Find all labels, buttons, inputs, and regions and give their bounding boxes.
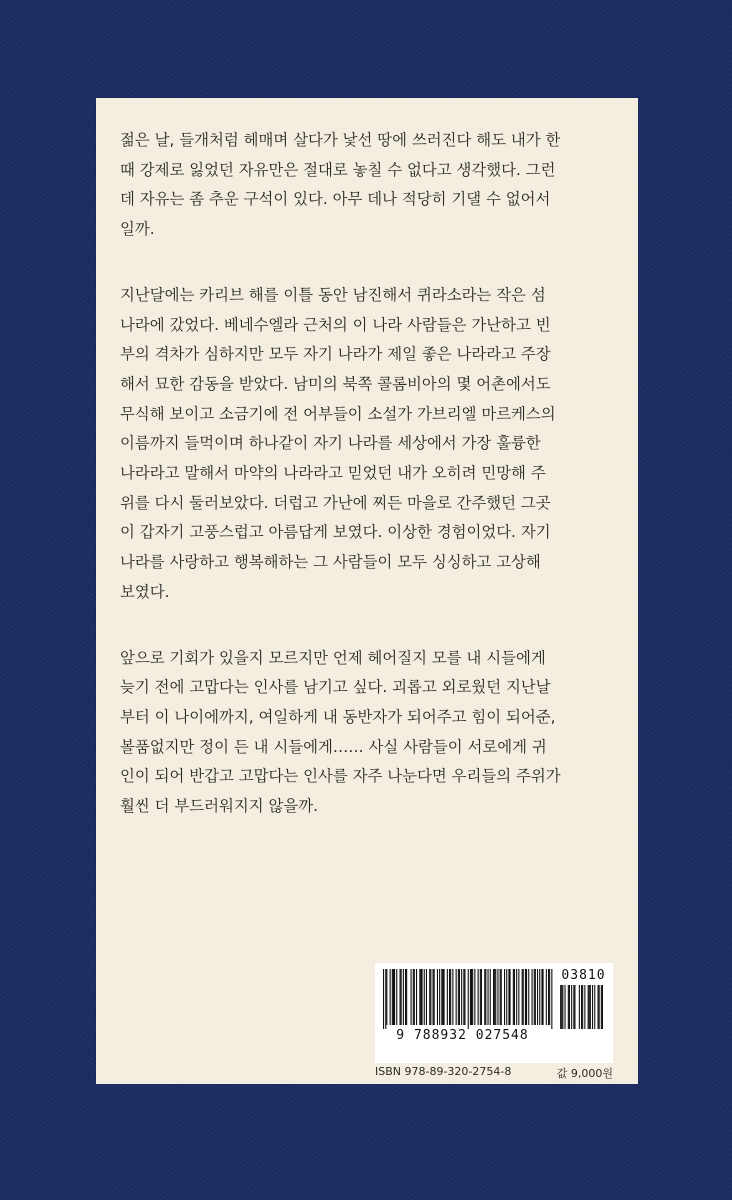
barcode-addon-bar [592,985,593,1029]
back-cover-text-panel [96,98,638,1084]
text-line: 나라를 사랑하고 행복해하는 그 사람들이 모두 싱싱하고 고상해 [120,553,541,572]
barcode-bar [488,969,489,1025]
barcode-addon-bar [594,985,595,1029]
barcode-bar [400,969,401,1025]
barcode-addon-bar [561,985,562,1029]
barcode-bar [543,969,544,1025]
barcode-addon-bar [599,985,600,1029]
barcode-bar [444,969,445,1025]
barcode-bar [532,969,533,1025]
barcode-bar [392,969,393,1025]
text-line: 나라에 갔었다. 베네수엘라 근처의 이 나라 사람들은 가난하고 빈 [120,315,551,334]
barcode-digits: 9 788932 027548 [396,1028,529,1043]
barcode-bar [394,969,395,1025]
barcode-bar [526,969,527,1025]
barcode-bar [426,969,427,1025]
text-line: 훨씬 더 부드러워지지 않을까. [120,797,318,816]
barcode-bar [396,969,397,1025]
barcode-bar [539,969,540,1025]
text-line: 볼품없지만 정이 든 내 시들에게…… 사실 사람들이 서로에게 귀 [120,737,547,756]
barcode-bar [437,969,438,1025]
barcode-bar [549,969,550,1025]
text-line: 이 갑자기 고풍스럽고 아름답게 보였다. 이상한 경험이었다. 자기 [120,523,551,542]
barcode-bar [506,969,507,1025]
isbn-price-line [375,1065,613,1081]
barcode-bar [424,969,425,1025]
text-line: 데 자유는 좀 추운 구석이 있다. 아무 데나 적당히 기댈 수 없어서 [120,190,551,209]
barcode-bar [430,969,431,1025]
essay-text [120,126,620,858]
text-line: 해서 묘한 감동을 받았다. 남미의 북쪽 콜롬비아의 몇 어촌에서도 [120,374,551,393]
isbn-text: ISBN 978-89-320-2754-8 [375,1065,512,1078]
barcode-bar [508,969,509,1025]
barcode-addon-bar [568,985,569,1029]
barcode-bar [484,969,485,1025]
barcode-addon-bar [602,985,603,1029]
text-line: 일까. [120,220,155,239]
barcode-bar [504,969,505,1025]
barcode-bar [481,969,482,1025]
barcode-bar [471,969,472,1025]
barcode-addon-bar [584,985,585,1029]
barcode-bar [449,969,450,1025]
barcode-bar [429,969,430,1025]
barcode-bar [500,969,501,1025]
barcode-bar [439,969,440,1025]
text-line: 이름까지 들먹이며 하나같이 자기 나라를 세상에서 가장 훌륭한 [120,434,541,453]
barcode-bar [510,969,511,1025]
barcode-bar [485,969,486,1025]
text-line: 부터 이 나이에까지, 여일하게 내 동반자가 되어주고 힘이 되어준, [120,707,556,726]
barcode-bar [458,969,459,1025]
barcode-bar [386,969,387,1025]
barcode-bar [551,969,552,1029]
barcode-bar [403,969,404,1025]
barcode-bar [442,969,443,1025]
barcode-bar [468,969,469,1029]
text-line: 나라라고 말해서 마약의 나라라고 믿었던 내가 오히려 민망해 주 [120,464,546,483]
barcode-bar [525,969,526,1025]
barcode-bar [411,969,412,1025]
barcode-bar [456,969,457,1025]
barcode-addon-bar [574,985,575,1029]
barcode-bar [480,969,481,1025]
barcode-bar [463,969,464,1025]
barcode-bar [447,969,448,1025]
barcode-addon-bar [573,985,574,1029]
barcode-bar [419,969,420,1025]
text-line: 인이 되어 반갑고 고맙다는 인사를 자주 나눈다면 우리들의 주위가 [120,767,561,786]
barcode-bar [528,969,529,1025]
barcode-addon-bar [565,985,566,1029]
barcode-bar [493,969,494,1025]
barcode-bar [495,969,496,1025]
barcode-addon-digits: 03810 [561,968,606,983]
barcode-bar [514,969,515,1025]
barcode-bar [535,969,536,1025]
barcode-bar [401,969,402,1025]
barcode-bar [450,969,451,1025]
barcode-bar [459,969,460,1025]
essay-paragraph-1 [120,126,620,245]
barcode-addon-bar [582,985,583,1029]
barcode-bar [523,969,524,1025]
barcode-bar [522,969,523,1025]
barcode-addon-bar [581,985,582,1029]
barcode-bar [478,969,479,1025]
barcode-addon-bar [590,985,591,1029]
barcode-bar [464,969,465,1025]
barcode-bar [518,969,519,1025]
text-line: 지난달에는 카리브 해를 이틀 동안 남진해서 퀴라소라는 작은 섬 [120,285,546,304]
barcode-addon-bar [569,985,570,1029]
barcode-bar [472,969,473,1025]
barcode-bar [546,969,547,1025]
barcode-addon-bar [589,985,590,1029]
barcode-bar [494,969,495,1025]
barcode-bar [534,969,535,1025]
text-line: 늦기 전에 고맙다는 인사를 남기고 싶다. 괴롭고 외로웠던 지난날 [120,678,551,697]
barcode-bar [390,969,391,1025]
barcode-addon-bar [588,985,589,1029]
barcode-bar [385,969,386,1029]
barcode-bar [548,969,549,1025]
barcode-addon-bar [579,985,580,1029]
barcode-bar [537,969,538,1025]
text-line: 때 강제로 잃었던 자유만은 절대로 놓칠 수 없다고 생각했다. 그런 [120,160,556,179]
barcode-bar [490,969,491,1025]
barcode-bar [513,969,514,1025]
barcode-bar [441,969,442,1025]
barcode-addon-bar [598,985,599,1029]
barcode-bar [405,969,406,1025]
isbn-barcode [375,963,613,1063]
barcode-bar [470,969,471,1025]
barcode-bar [414,969,415,1025]
barcode-addon-bar [571,985,572,1029]
barcode-bar [422,969,423,1025]
barcode-addon-bar [601,985,602,1029]
barcode-bar [516,969,517,1025]
barcode-bar [541,969,542,1025]
barcode-addon-bar [560,985,561,1029]
barcode-bar [413,969,414,1025]
text-line: 앞으로 기회가 있을지 모르지만 언제 헤어질지 모를 내 시들에게 [120,648,546,667]
barcode-bar [497,969,498,1025]
barcode-bar [420,969,421,1025]
barcode-bar [406,969,407,1025]
barcode-addon-bar [562,985,563,1029]
essay-paragraph-2 [120,281,620,608]
barcode-bar [474,969,475,1025]
text-line: 보였다. [120,582,170,601]
barcode-bar [501,969,502,1025]
barcode-bar [452,969,453,1025]
essay-paragraph-3 [120,644,620,822]
text-line: 부의 격차가 심하지만 모두 자기 나라가 제일 좋은 나라라고 주장 [120,345,551,364]
barcode-bar [416,969,417,1025]
barcode-bar [433,969,434,1025]
text-line: 무식해 보이고 소금기에 전 어부들이 소설가 가브리엘 마르케스의 [120,404,556,423]
barcode-bar [434,969,435,1025]
barcode-bar [461,969,462,1025]
price-text: 값 9,000원 [556,1067,613,1080]
barcode-bar [393,969,394,1025]
barcode-bar [383,969,384,1029]
text-line: 젊은 날, 들개처럼 헤매며 살다가 낯선 땅에 쓰러진다 해도 내가 한 [120,131,561,149]
text-line: 위를 다시 둘러보았다. 더럽고 가난에 찌든 마을로 간주했던 그곳 [120,493,551,512]
